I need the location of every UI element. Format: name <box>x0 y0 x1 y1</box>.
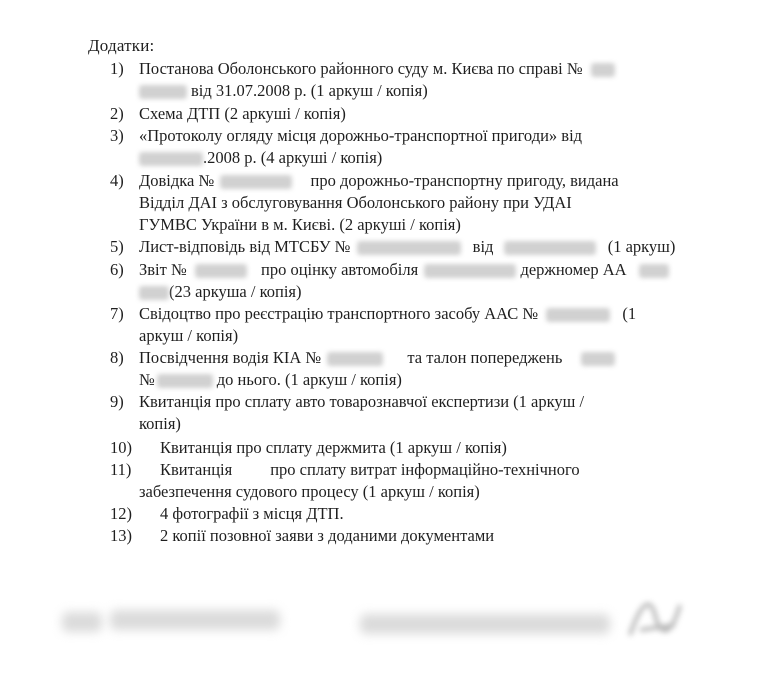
item-number: 7) <box>110 304 124 323</box>
item-number: 12) <box>110 504 132 523</box>
item-text: Квитанція про сплату авто товарознавчої експертизи (1 аркуш / <box>139 392 585 411</box>
redacted-date <box>504 241 596 255</box>
item-text: Довідка № <box>139 171 215 190</box>
item-number: 8) <box>110 348 124 367</box>
redacted-vehicle <box>424 264 516 278</box>
item-text: Свідоцтво про реєстрацію транспортного засобу ААС № <box>139 304 539 323</box>
item-text: ГУМВС України в м. Києві. (2 аркуші / копія) <box>139 215 461 234</box>
list-item <box>110 503 722 526</box>
item-text: від 31.07.2008 р. (1 аркуш / копія) <box>191 81 428 100</box>
redacted-case-number <box>139 85 187 99</box>
item-number: 9) <box>110 392 124 411</box>
redacted-number <box>157 374 213 388</box>
list-item <box>110 459 722 504</box>
item-text: Відділ ДАІ з обслуговування Оболонського району при УДАІ <box>139 193 572 212</box>
item-number: 2) <box>110 104 124 123</box>
item-text: № <box>139 370 155 389</box>
item-text: про дорожньо-транспортну пригоду, видана <box>310 171 619 190</box>
redacted-number <box>220 175 292 189</box>
item-number: 13) <box>110 526 132 545</box>
item-text: аркуш / копія) <box>139 326 239 345</box>
redacted-case-number <box>591 63 615 77</box>
redacted-number <box>581 352 615 366</box>
item-number: 3) <box>110 126 124 145</box>
item-text: держномер АА <box>520 260 627 279</box>
item-text: Постанова Оболонського районного суду м. Києва по справі № <box>139 59 583 78</box>
list-item <box>110 236 722 259</box>
item-number: 1) <box>110 59 124 78</box>
item-text: (1 аркуш) <box>607 237 676 256</box>
item-number: 10) <box>110 438 132 457</box>
item-text: 2 копії позовної заяви з доданими документами <box>160 526 495 545</box>
list-item <box>110 347 722 392</box>
attachments-heading: Додатки: <box>88 36 155 55</box>
item-text: та талон попереджень <box>407 348 563 367</box>
redacted-footer <box>110 610 280 630</box>
list-item <box>110 125 722 170</box>
redacted-footer <box>62 612 102 632</box>
redacted-plate <box>139 286 169 300</box>
item-text: забезпечення судового процесу (1 аркуш / копія) <box>139 482 480 501</box>
item-text: (23 аркуша / копія) <box>169 282 302 301</box>
redacted-number <box>546 308 610 322</box>
redacted-number <box>195 264 247 278</box>
item-text: про оцінку автомобіля <box>260 260 419 279</box>
list-item <box>110 391 722 436</box>
item-text: .2008 р. (4 аркуші / копія) <box>203 148 383 167</box>
item-text: (1 <box>622 304 637 323</box>
redacted-signature <box>620 585 690 645</box>
list-item <box>110 437 722 460</box>
list-item <box>110 259 722 304</box>
item-number: 6) <box>110 260 124 279</box>
redacted-footer <box>360 614 610 634</box>
redacted-number <box>327 352 383 366</box>
list-item <box>110 303 722 348</box>
item-text: від <box>472 237 494 256</box>
item-number: 4) <box>110 171 124 190</box>
redacted-date <box>139 152 203 166</box>
item-text: Посвідчення водія КІА № <box>139 348 322 367</box>
item-number: 5) <box>110 237 124 256</box>
list-item <box>110 58 722 103</box>
redacted-plate <box>639 264 669 278</box>
item-text: Квитанція <box>160 460 233 479</box>
item-text: про сплату витрат інформаційно-технічного <box>270 460 580 479</box>
item-text: Лист-відповідь від МТСБУ № <box>139 237 351 256</box>
list-item <box>110 170 722 238</box>
list-item <box>110 103 722 126</box>
item-text: до нього. (1 аркуш / копія) <box>216 370 402 389</box>
item-text: «Протоколу огляду місця дорожньо-транспортної пригоди» від <box>139 126 583 145</box>
redacted-number <box>357 241 461 255</box>
list-item <box>110 525 722 548</box>
item-text: Схема ДТП (2 аркуші / копія) <box>139 104 346 123</box>
item-text: Звіт № <box>139 260 187 279</box>
item-text: Квитанція про сплату держмита (1 аркуш / копія) <box>160 438 507 457</box>
item-text: копія) <box>139 414 181 433</box>
item-text: 4 фотографії з місця ДТП. <box>160 504 344 523</box>
item-number: 11) <box>110 460 132 479</box>
